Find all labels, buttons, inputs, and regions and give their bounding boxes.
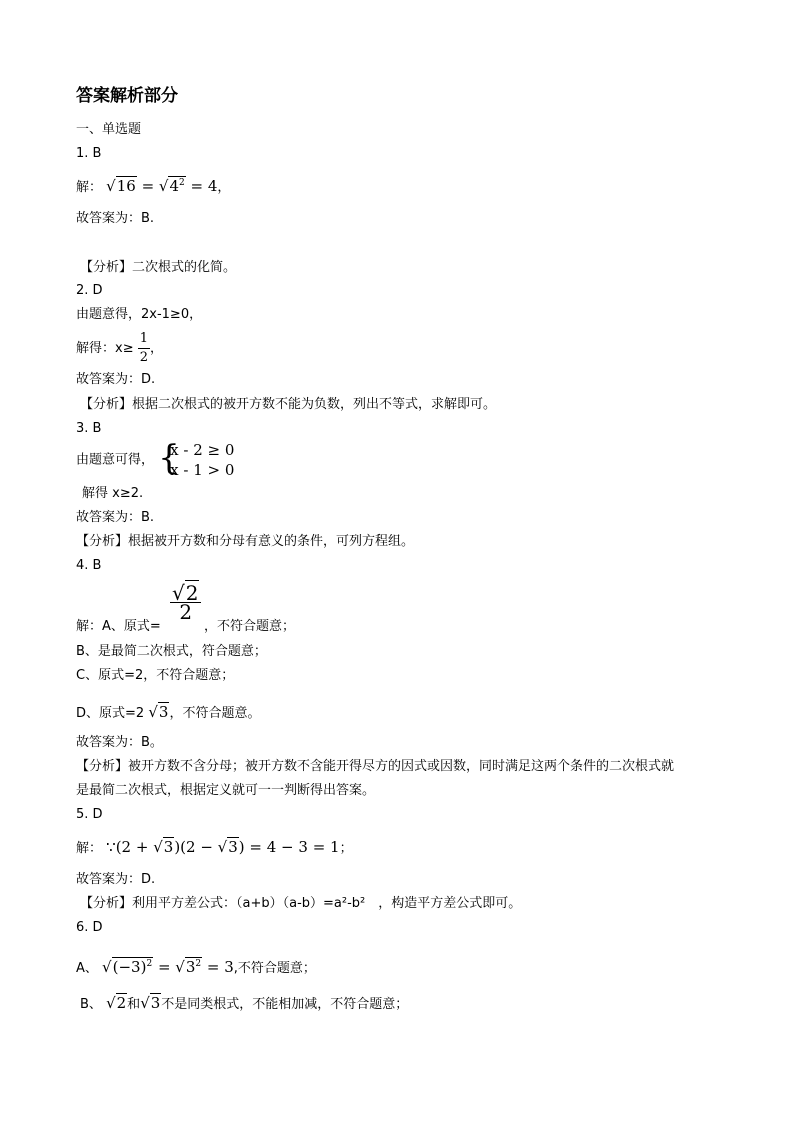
q2-condition: 由题意得，2x-1≥0， (76, 307, 203, 322)
q6-option-b: B、 √2和√3不是同类根式，不能相加减，不符合题意； (80, 994, 409, 1012)
q4-analysis-line1: 【分析】被开方数不含分母；被开方数不含能开得尽方的因式或因数，同时满足这两个条件的二次根式就 (76, 759, 675, 774)
q5-conclusion: 故答案为：D. (76, 872, 156, 887)
q2-answer: 2. D (76, 283, 103, 298)
q4-answer: 4. B (76, 558, 102, 573)
page-title: 答案解析部分 (76, 86, 178, 106)
q5-answer: 5. D (76, 807, 103, 822)
q4-fraction: $\frac{√2}{2}$ (170, 584, 201, 621)
q5-analysis: 【分析】利用平方差公式：（a+b）（a-b）=a²-b² ，构造平方差公式即可。 (80, 896, 522, 911)
q6-option-a: A、 $√(-3)^2 = √3^2 = 3$,不符合题意； (76, 958, 316, 976)
q6-sqrt2: √2 (106, 994, 127, 1012)
q5-formula: ∵(2 + √3)(2 − √3) = 4 − 3 = 1 (106, 838, 340, 856)
section-heading: 一、单选题 (76, 122, 142, 137)
q2-fraction: $\frac{1}{2}$ (139, 331, 149, 365)
q1-solution: 解： $√16 = √4^2 = 4$， (76, 177, 231, 195)
q6-sqrt3: √3 (140, 994, 161, 1012)
q4-sqrt3: √3 (148, 703, 169, 721)
q2-conclusion: 故答案为：D. (76, 372, 156, 387)
q4-conclusion: 故答案为：B。 (76, 735, 163, 750)
q1-conclusion: 故答案为：B. (76, 211, 155, 226)
q1-formula: $√16 = √4^2 = 4$ (106, 177, 218, 195)
q3-system: 由题意可得， { x - 2 ≥ 0 x - 1 > 0 (76, 438, 235, 479)
q4-option-b: B、是最简二次根式，符合题意； (76, 644, 267, 659)
q1-analysis: 【分析】二次根式的化简。 (80, 260, 237, 275)
q4-option-d: D、原式=2 √3，不符合题意。 (76, 703, 261, 721)
q3-inequality-system: { x - 2 ≥ 0 x - 1 > 0 (158, 438, 235, 479)
q5-solution: 解： ∵(2 + √3)(2 − √3) = 4 − 3 = 1； (76, 838, 353, 856)
q6-answer: 6. D (76, 920, 103, 935)
q4-analysis-line2: 是最简二次根式，根据定义就可一一判断得出答案。 (76, 783, 376, 798)
q6-formula-a: $√(-3)^2 = √3^2 = 3$ (102, 958, 234, 976)
q3-analysis: 【分析】根据被开方数和分母有意义的条件，可列方程组。 (76, 534, 415, 549)
q1-answer: 1. B (76, 146, 102, 161)
q3-answer: 3. B (76, 421, 102, 436)
q4-option-c: C、原式=2，不符合题意； (76, 668, 235, 683)
q2-analysis: 【分析】根据二次根式的被开方数不能为负数，列出不等式，求解即可。 (80, 397, 497, 412)
q3-conclusion: 故答案为：B. (76, 510, 155, 525)
q3-result: 解得 x≥2. (82, 486, 144, 501)
q2-solution: 解得：x≥ $\frac{1}{2}$ ， (76, 331, 164, 365)
document-page: 答案解析部分 一、单选题 1. B 解： $√16 = √4^2 = 4$， 故答案为：B. 【分析】二次根式的化简。 2. D 由题意得，2x-1≥0， 解得：x≥ $\frac{1}{2}$ ， 故答案为：D. 【分析】根据二次根式的被开方数不能为负数，列出不等式，求解即可。 3. B 由题意可得， { x - 2 ≥ 0 x - 1 > 0 解得 x≥2. 故答案为：B. 【分析】根据被开方数和分母有意义的条件，可列方程组。 4. B 解：A、原式= $\frac{√2}{2}$ ，不符合题意； B、是最简二次根式，符合题意； C、原式=2，不符合题意； D、原式=2 √3，不符合题意。 故答案为：B。 【分析】被开方数不含分母；被开方数不含能开得尽方的因式或因数，同时满足这两个条件的二次根式就 是最简二次根式，根据定义就可一一判断得出答案。 5. D 解： ∵(2 + √3)(2 − √3) = 4 − 3 = 1； 故答案为：D. 【分析】利用平方差公式：（a+b）（a-b）=a²-b² ，构造平方差公式即可。 6. D A、 $√(-3)^2 = √3^2 = 3$,不符合题意； B、 √2和√3不是同类根式，不能相加减，不符合题意； (76, 86, 675, 1012)
